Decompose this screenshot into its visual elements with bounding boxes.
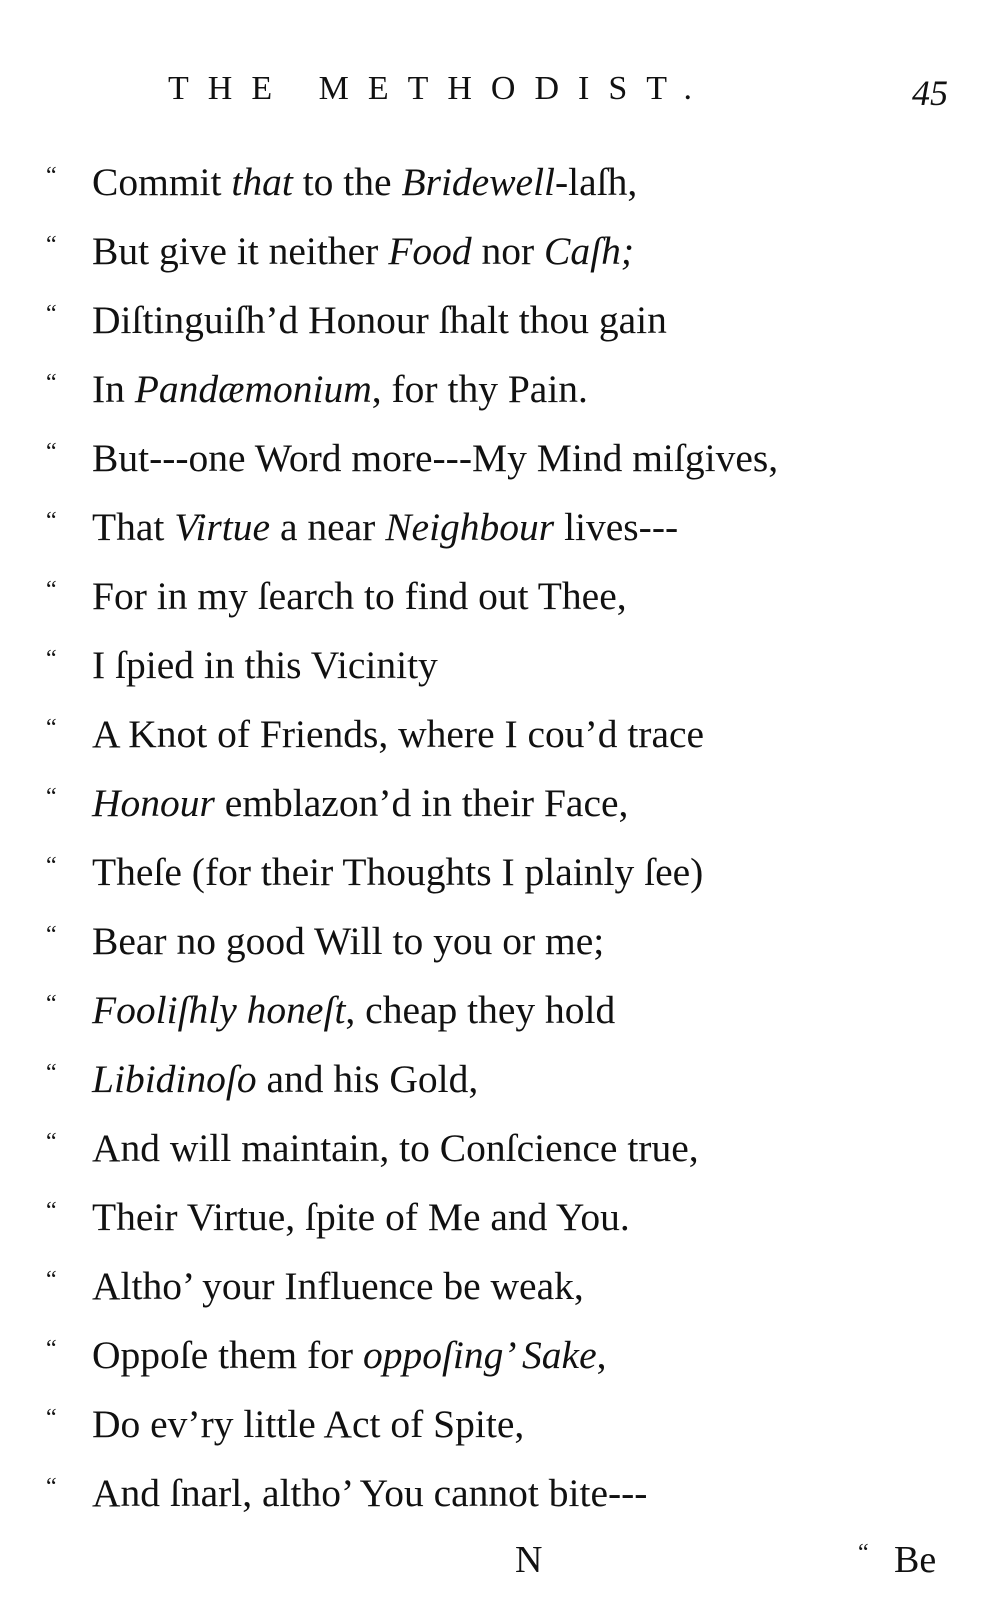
italic-text: that <box>231 160 293 204</box>
opening-quote-mark: “ <box>46 1198 57 1224</box>
roman-text: I ſpied in this Vicinity <box>92 643 438 687</box>
roman-text: lives--- <box>554 505 679 549</box>
roman-text: , cheap they hold <box>345 988 616 1032</box>
verse-line <box>46 1459 778 1528</box>
verse-line-text <box>92 700 704 769</box>
italic-text: Food <box>388 229 472 273</box>
roman-text: to the <box>292 160 402 204</box>
italic-text: Caſh; <box>544 229 634 273</box>
running-title: THE METHODIST. <box>168 70 711 107</box>
verse-line-text <box>92 976 615 1045</box>
opening-quote-mark: “ <box>46 1267 57 1293</box>
page-number: 45 <box>912 73 948 113</box>
verse-line <box>46 493 778 562</box>
opening-quote-mark: “ <box>46 232 57 258</box>
roman-text: , <box>596 1333 607 1377</box>
roman-text: That <box>92 505 175 549</box>
verse-line-text <box>92 838 703 907</box>
opening-quote-mark: “ <box>46 301 57 327</box>
roman-text: , for thy Pain. <box>371 367 588 411</box>
roman-text: emblazon’d in their Face, <box>214 781 629 825</box>
italic-text: oppoſing’ Sake <box>362 1333 597 1377</box>
roman-text: Bear no good Will to you or me; <box>92 919 605 963</box>
italic-text: Bridewell <box>401 160 556 204</box>
verse-lines <box>46 148 778 1528</box>
verse-line <box>46 1390 778 1459</box>
verse-line <box>46 1321 778 1390</box>
opening-quote-mark: “ <box>46 163 57 189</box>
verse-line <box>46 1114 778 1183</box>
verse-line-text <box>92 148 637 217</box>
verse-line-text <box>92 1390 524 1459</box>
verse-line-text <box>92 631 438 700</box>
roman-text: In <box>92 367 135 411</box>
roman-text: nor <box>471 229 544 273</box>
verse-line <box>46 562 778 631</box>
verse-line <box>46 217 778 286</box>
roman-text: Do ev’ry little Act of Spite, <box>92 1402 525 1446</box>
verse-line <box>46 976 778 1045</box>
roman-text: Commit <box>92 160 232 204</box>
verse-line <box>46 838 778 907</box>
verse-line <box>46 286 778 355</box>
opening-quote-mark: “ <box>46 853 57 879</box>
verse-line <box>46 1045 778 1114</box>
catchword <box>858 1538 936 1582</box>
verse-line-text <box>92 1114 699 1183</box>
verse-line-text <box>92 1252 584 1321</box>
roman-text: Oppoſe them for <box>92 1333 363 1377</box>
opening-quote-mark: “ <box>46 1060 57 1086</box>
verse-line-text <box>92 1459 647 1528</box>
roman-text: A Knot of Friends, where I cou’d trace <box>92 712 705 756</box>
roman-text: -laſh, <box>555 160 638 204</box>
opening-quote-mark: “ <box>46 370 57 396</box>
verse-line-text <box>92 769 628 838</box>
verse-line <box>46 355 778 424</box>
verse-line-text <box>92 217 634 286</box>
roman-text: But give it neither <box>92 229 389 273</box>
verse-line-text <box>92 493 678 562</box>
verse-line <box>46 631 778 700</box>
roman-text: And will maintain, to Conſcience true, <box>92 1126 699 1170</box>
opening-quote-mark: “ <box>46 439 57 465</box>
roman-text: Altho’ your Influence be weak, <box>92 1264 584 1308</box>
verse-line-text <box>92 1045 478 1114</box>
verse-line <box>46 424 778 493</box>
roman-text: And ſnarl, altho’ You cannot bite--- <box>92 1471 648 1515</box>
verse-line-text <box>92 1183 630 1252</box>
roman-text: Their Virtue, ſpite of Me and You. <box>92 1195 630 1239</box>
verse-line-text <box>92 907 604 976</box>
verse-line <box>46 907 778 976</box>
verse-line <box>46 769 778 838</box>
opening-quote-mark: “ <box>46 646 57 672</box>
signature-mark: N <box>515 1539 543 1581</box>
opening-quote-mark: “ <box>858 1540 869 1566</box>
roman-text: For in my ſearch to find out Thee, <box>92 574 627 618</box>
verse-line <box>46 1183 778 1252</box>
page-footer <box>0 1538 1000 1598</box>
opening-quote-mark: “ <box>46 508 57 534</box>
verse-line <box>46 148 778 217</box>
opening-quote-mark: “ <box>46 784 57 810</box>
italic-text: Neighbour <box>385 505 555 549</box>
opening-quote-mark: “ <box>46 1336 57 1362</box>
italic-text: Fooliſhly honeſt <box>92 988 346 1032</box>
italic-text: Pandæmonium <box>134 367 372 411</box>
roman-text: Theſe (for their Thoughts I plainly ſee) <box>92 850 704 894</box>
verse-line-text <box>92 562 627 631</box>
roman-text: Diſtinguiſh’d Honour ſhalt thou gain <box>92 298 667 342</box>
roman-text: and his Gold, <box>256 1057 479 1101</box>
roman-text: a near <box>270 505 386 549</box>
opening-quote-mark: “ <box>46 1474 57 1500</box>
verse-line <box>46 700 778 769</box>
verse-line-text <box>92 1321 607 1390</box>
verse-line-text <box>92 355 588 424</box>
verse-line <box>46 1252 778 1321</box>
opening-quote-mark: “ <box>46 1129 57 1155</box>
opening-quote-mark: “ <box>46 715 57 741</box>
opening-quote-mark: “ <box>46 991 57 1017</box>
italic-text: Honour <box>92 781 215 825</box>
roman-text: But---one Word more---My Mind miſgives, <box>92 436 779 480</box>
italic-text: Libidinoſo <box>92 1057 257 1101</box>
verse-line-text <box>92 286 667 355</box>
opening-quote-mark: “ <box>46 922 57 948</box>
opening-quote-mark: “ <box>46 1405 57 1431</box>
verse-line-text <box>92 424 778 493</box>
opening-quote-mark: “ <box>46 577 57 603</box>
catchword-text: Be <box>894 1539 937 1581</box>
italic-text: Virtue <box>174 505 271 549</box>
